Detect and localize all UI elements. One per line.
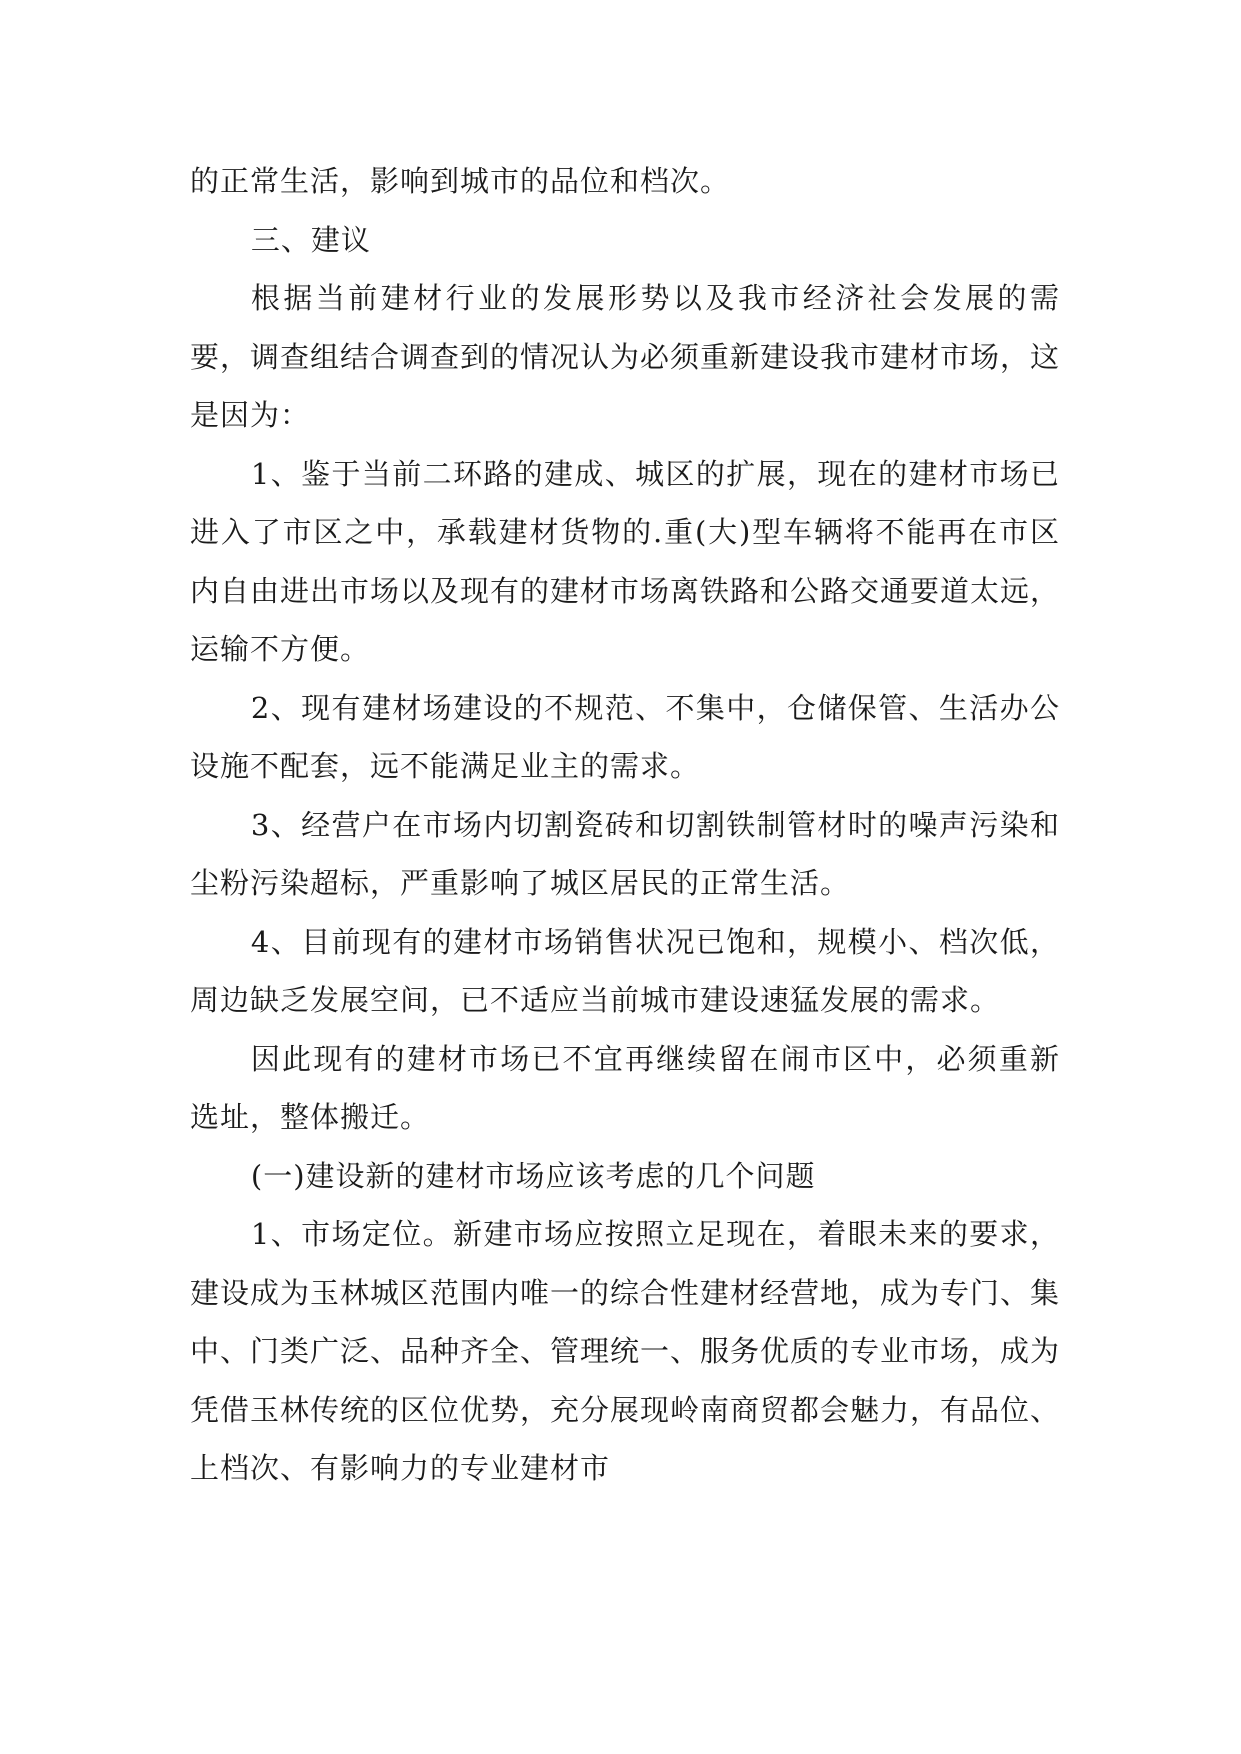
list-item-2: 2、现有建材场建设的不规范、不集中，仓储保管、生活办公设施不配套，远不能满足业主的需求。 (190, 690, 1060, 783)
paragraph-conclusion: 因此现有的建材市场已不宜再继续留在闹市区中，必须重新选址，整体搬迁。 (190, 1041, 1060, 1134)
list-item-1: 1、鉴于当前二环路的建成、城区的扩展，现在的建材市场已进入了市区之中，承载建材货物的.重(大)型车辆将不能再在市区内自由进出市场以及现有的建材市场离铁路和公路交通要道太远，运输不方便。 (190, 456, 1061, 666)
list-item-4: 4、目前现有的建材市场销售状况已饱和，规模小、档次低，周边缺乏发展空间，已不适应当前城市建设速猛发展的需求。 (190, 924, 1060, 1017)
document-body (190, 152, 1060, 1498)
paragraph-1: 的正常生活，影响到城市的品位和档次。 (190, 164, 731, 198)
paragraph-3: 根据当前建材行业的发展形势以及我市经济社会发展的需要，调查组结合调查到的情况认为必须重新建设我市建材市场，这是因为： (190, 281, 1061, 432)
list-item-3: 3、经营户在市场内切割瓷砖和切割铁制管材时的噪声污染和尘粉污染超标，严重影响了城区居民的正常生活。 (190, 807, 1060, 900)
subsection-item-1: 1、市场定位。新建市场应按照立足现在，着眼未来的要求，建设成为玉林城区范围内唯一的综合性建材经营地，成为专门、集中、门类广泛、品种齐全、管理统一、服务优质的专业市场，成为凭借玉林传统的区位优势，充分展现岭南商贸都会魅力，有品位、上档次、有影响力的专业建材市 (190, 1217, 1061, 1485)
subsection-heading-1: (一)建设新的建材市场应该考虑的几个问题 (250, 1158, 816, 1193)
section-heading-suggestions: 三、建议 (250, 222, 371, 257)
